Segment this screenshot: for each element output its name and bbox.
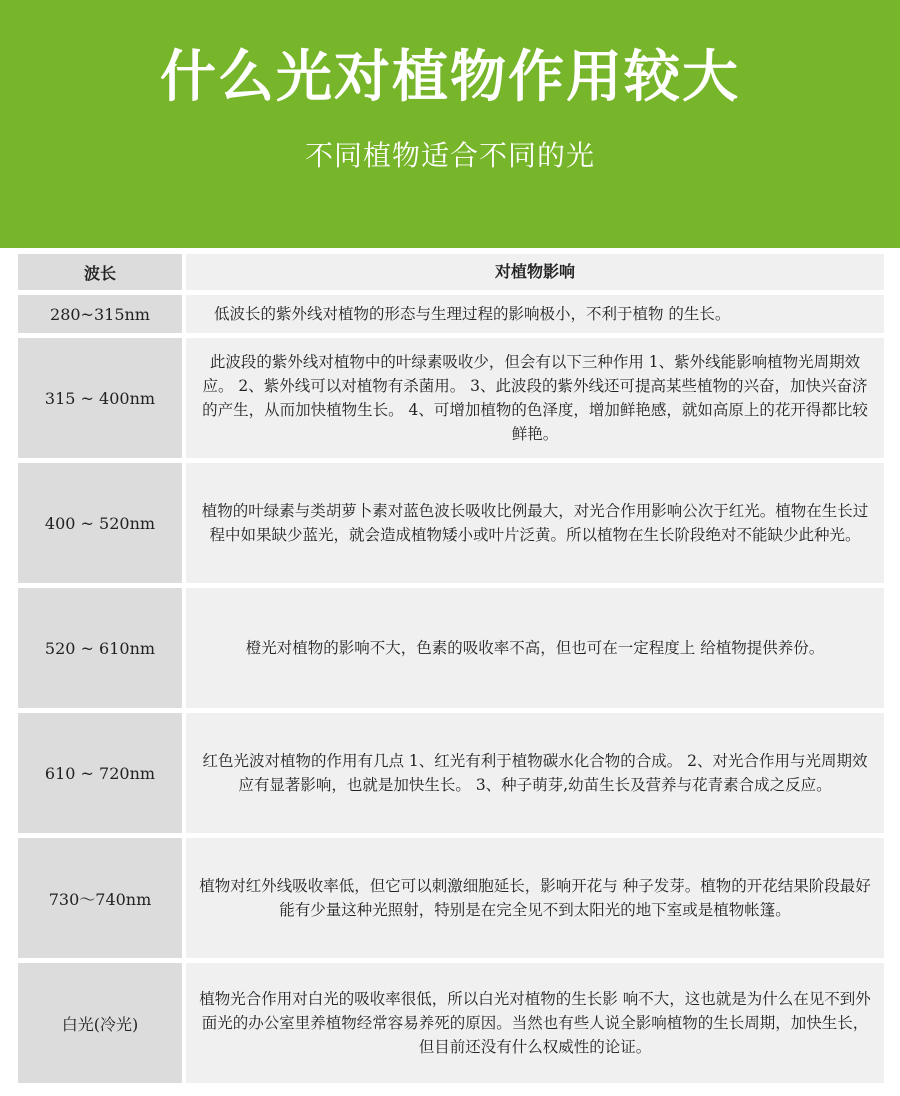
wavelength-cell: 520 ~ 610nm [18,588,182,708]
effect-cell: 植物对红外线吸收率低，但它可以刺激细胞延长，影响开花与 种子发芽。植物的开花结果阶段最好能有少量这种光照射，特别是在完全见不到太阳光的地下室或是植物帐篷。 [186,838,884,958]
wavelength-cell: 白光(冷光) [18,963,182,1083]
table-row [18,463,884,583]
header-banner [0,0,900,248]
table-row [18,963,884,1083]
column-header-wavelength: 波长 [18,254,182,290]
wavelength-cell: 280~315nm [18,295,182,333]
effect-cell: 低波长的紫外线对植物的形态与生理过程的影响极小，不利于植物 的生长。 [186,295,884,333]
table-row [18,588,884,708]
effect-cell: 植物光合作用对白光的吸收率很低，所以白光对植物的生长影 响不大，这也就是为什么在见不到外面光的办公室里养植物经常容易养死的原因。当然也有些人说全影响植物的生长周期，加快生长，但目前还没有什么权威性的论证。 [186,963,884,1083]
effect-cell: 橙光对植物的影响不大，色素的吸收率不高，但也可在一定程度上 给植物提供养份。 [186,588,884,708]
wavelength-table [18,254,884,1088]
column-header-effect: 对植物影响 [186,254,884,290]
page-subtitle: 不同植物适合不同的光 [304,139,595,172]
wavelength-cell: 730～740nm [18,838,182,958]
table-row [18,713,884,833]
table-row [18,338,884,458]
table-header-row [18,254,884,290]
wavelength-cell: 610 ~ 720nm [18,713,182,833]
table-row [18,838,884,958]
wavelength-cell: 400 ~ 520nm [18,463,182,583]
wavelength-cell: 315 ~ 400nm [18,338,182,458]
page-title: 什么光对植物作用较大 [160,45,740,110]
effect-cell: 红色光波对植物的作用有几点 1、红光有利于植物碳水化合物的合成。 2、对光合作用与光周期效应有显著影响，也就是加快生长。 3、种子萌芽,幼苗生长及营养与花青素合成之反应。 [186,713,884,833]
effect-cell: 此波段的紫外线对植物中的叶绿素吸收少，但会有以下三种作用 1、紫外线能影响植物光周期效应。 2、紫外线可以对植物有杀菌用。 3、此波段的紫外线还可提高某些植物的兴奋，加快兴奋济的产生，从而加快植物生长。 4、可增加植物的色泽度，增加鲜艳感，就如高原上的花开得都比较鲜艳。 [186,338,884,458]
effect-cell: 植物的叶绿素与类胡萝卜素对蓝色波长吸收比例最大，对光合作用影响公次于红光。植物在生长过程中如果缺少蓝光，就会造成植物矮小或叶片泛黄。所以植物在生长阶段绝对不能缺少此种光。 [186,463,884,583]
table-row [18,295,884,333]
